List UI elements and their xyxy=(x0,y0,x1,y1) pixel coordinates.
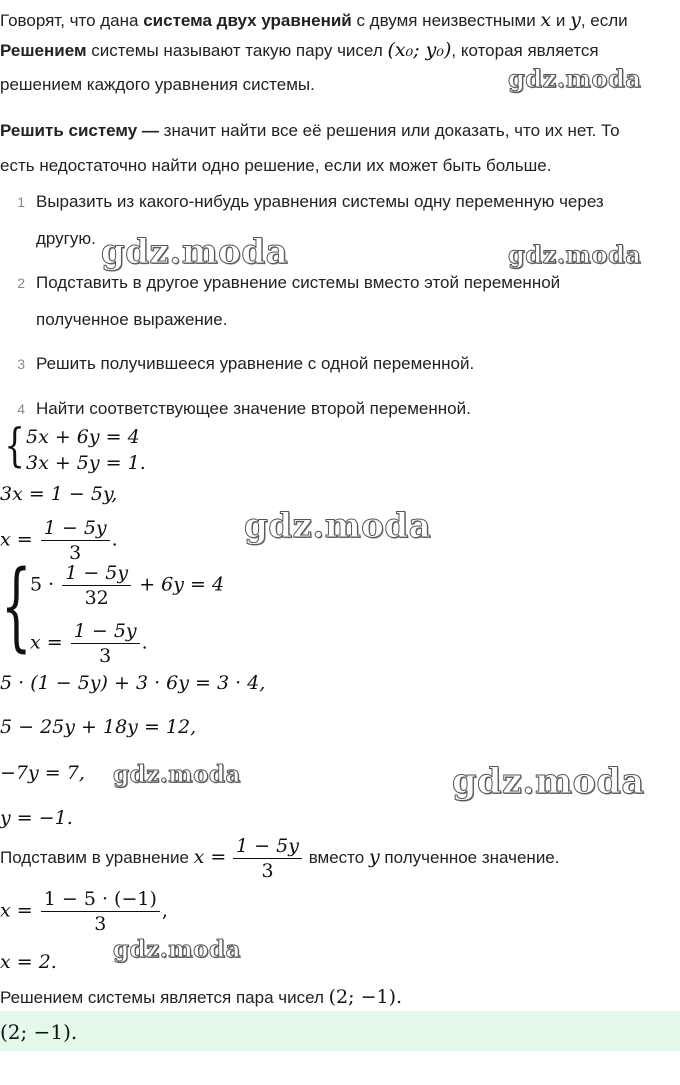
intro-line-2: Решением системы называют такую пару чисел (x₀; y₀), которая является xyxy=(0,39,599,61)
intro-line-1: Говорят, что дана система двух уравнений с двумя неизвестными x и y, если xyxy=(0,9,628,31)
fraction-equation: x = $\frac{1 - 5y}{3}$ . xyxy=(0,517,118,564)
watermark: gdz.moda xyxy=(113,936,241,963)
watermark: gdz.moda xyxy=(508,64,642,93)
step-number: 2 xyxy=(17,275,25,291)
substitution-sentence: Подставим в уравнение x = $\frac{1 - 5y}{3}$ вместо y полученное значение. xyxy=(0,835,560,882)
equation: x = 2. xyxy=(0,951,57,973)
watermark: gdz.moda xyxy=(452,761,645,802)
watermark: gdz.moda xyxy=(101,232,289,272)
watermark: gdz.moda xyxy=(244,506,432,546)
step-number: 4 xyxy=(17,401,25,417)
equation: 5 − 25y + 18y = 12, xyxy=(0,716,197,738)
system-equation: x = $\frac{1 - 5y}{3}$ . xyxy=(30,620,148,667)
system-brace: { xyxy=(4,418,25,472)
step-text: другую. xyxy=(36,229,96,248)
system-brace: { xyxy=(1,550,32,662)
answer-value: (2; −1). xyxy=(0,1020,78,1044)
intro-line-3: решением каждого уравнения системы. xyxy=(0,75,315,94)
system-equation: 5x + 6y = 4 xyxy=(26,426,140,448)
step-text: Решить получившееся уравнение с одной переменной. xyxy=(36,354,475,373)
watermark: gdz.moda xyxy=(113,761,241,788)
step-text: полученное выражение. xyxy=(36,310,228,329)
solve-definition-line-1: Решить систему — значит найти все её решения или доказать, что их нет. То xyxy=(0,121,620,140)
system-equation: 3x + 5y = 1. xyxy=(26,452,146,474)
step-number: 3 xyxy=(17,356,25,372)
solve-definition-line-2: есть недостаточно найти одно решение, если их может быть больше. xyxy=(0,156,552,175)
equation: y = −1. xyxy=(0,807,73,829)
equation: −7y = 7, xyxy=(0,762,85,784)
fraction-equation: x = $\frac{1 - 5 \cdot (-1)}{3}$ , xyxy=(0,888,168,935)
result-sentence: Решением системы является пара чисел (2; −1). xyxy=(0,986,403,1008)
system-equation: 5 · $\frac{1 - 5y}{32}$ + 6y = 4 xyxy=(30,562,225,609)
equation: 3x = 1 − 5y, xyxy=(0,483,118,505)
answer-box xyxy=(0,1011,680,1051)
watermark: gdz.moda xyxy=(508,240,642,269)
equation: 5 · (1 − 5y) + 3 · 6y = 3 · 4, xyxy=(0,672,266,694)
step-text: Выразить из какого-нибудь уравнения системы одну переменную через xyxy=(36,192,604,211)
step-number: 1 xyxy=(17,194,25,210)
step-text: Найти соответствующее значение второй переменной. xyxy=(36,399,471,418)
step-text: Подставить в другое уравнение системы вместо этой переменной xyxy=(36,273,561,292)
